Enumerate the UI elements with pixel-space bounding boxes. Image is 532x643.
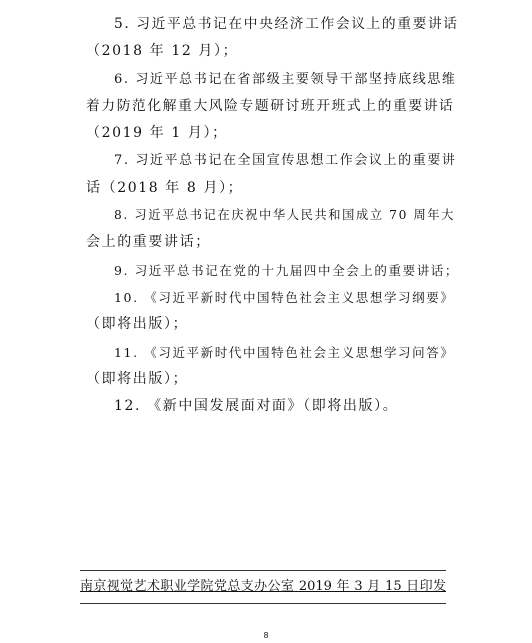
item-11-line-2: （即将出版）； — [86, 370, 189, 387]
item-8-line-2: 会上的重要讲话； — [86, 234, 211, 251]
list-item — [86, 339, 458, 394]
footer-top-divider — [80, 570, 446, 571]
list-item — [86, 11, 458, 66]
page-number: 8 — [263, 631, 269, 640]
item-8-line-1: 8. 习近平总书记在庆祝中华人民共和国成立 70 周年大 — [114, 208, 456, 223]
list-item — [86, 202, 458, 257]
list-item — [86, 393, 458, 420]
item-6-line-2: 着力防范化解重大风险专题研讨班开班式上的重要讲话 — [86, 97, 455, 114]
list-item — [86, 147, 458, 202]
item-6-line-3: （2019 年 1 月）； — [86, 125, 228, 142]
item-9-line-1: 9. 习近平总书记在党的十九届四中全会上的重要讲话； — [114, 262, 460, 278]
item-7-line-1: 7. 习近平总书记在全国宣传思想工作会议上的重要讲 — [114, 153, 457, 169]
reference-list — [86, 11, 458, 420]
issue-date: 2019 年 3 月 15 日印发 — [298, 579, 446, 594]
item-6-line-1: 6. 习近平总书记在省部级主要领导干部坚持底线思维 — [114, 71, 457, 87]
footer-bottom-divider — [80, 603, 446, 604]
item-11-line-1: 11. 《习近平新时代中国特色社会主义思想学习问答》 — [114, 344, 455, 360]
item-10-line-1: 10. 《习近平新时代中国特色社会主义思想学习纲要》 — [114, 289, 455, 305]
item-5-line-2: （2018 年 12 月）； — [86, 43, 239, 60]
item-7-line-2: 话（2018 年 8 月）； — [86, 179, 244, 196]
issuer-footer — [80, 573, 446, 601]
issuer-name: 南京视觉艺术职业学院党总支办公室 — [80, 579, 295, 594]
list-item — [86, 257, 458, 284]
list-item — [86, 284, 458, 339]
item-10-line-2: （即将出版）； — [86, 316, 189, 333]
item-5-line-1: 5. 习近平总书记在中央经济工作会议上的重要讲话 — [114, 16, 459, 32]
item-12-line-1: 12. 《新中国发展面对面》（即将出版）。 — [114, 398, 399, 415]
list-item — [86, 66, 458, 148]
